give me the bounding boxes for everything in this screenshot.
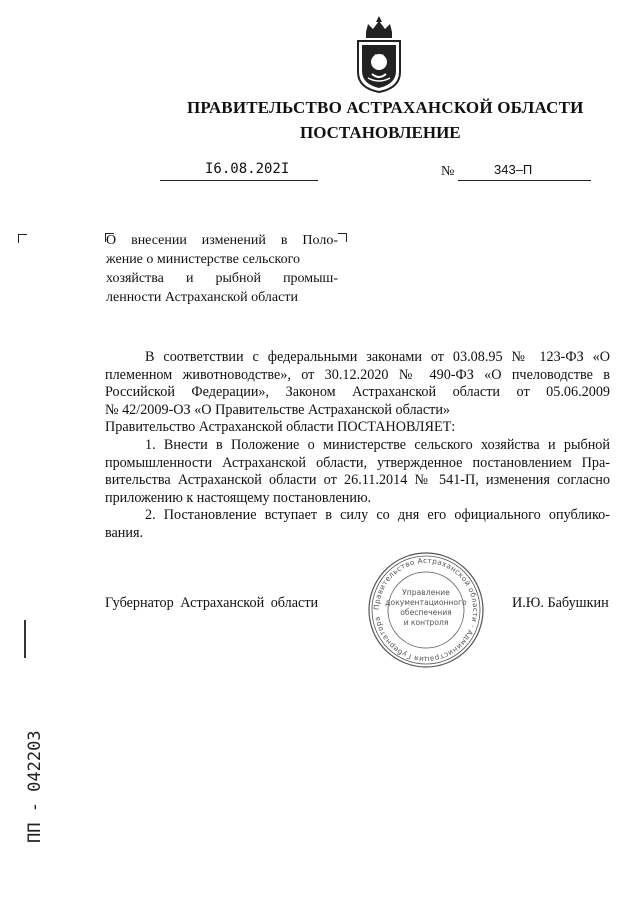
body-line: приложению к настоящему постановлению. — [105, 489, 372, 506]
signer-name: И.Ю. Бабушкин — [512, 595, 609, 611]
stamp-center-line: и контроля — [403, 618, 449, 627]
margin-code-vertical — [10, 715, 50, 845]
body-line: промышленности Астраханской области, утвержденное постановлением Пра- — [105, 454, 610, 471]
number-sign: № — [441, 164, 455, 179]
official-stamp — [366, 549, 486, 671]
date-field — [160, 160, 318, 181]
document-date: I6.08.202I — [205, 161, 290, 177]
margin-corner-mark — [18, 234, 27, 243]
document-number: 343–П — [494, 162, 533, 177]
stamp-ring-text: Правительство Астраханской области · Администрация Губернатора — [371, 555, 481, 665]
body-line: Правительство Астраханской области ПОСТАНОВЛЯЕТ: — [105, 419, 456, 436]
subject-line: ленности Астраханской области — [106, 290, 298, 305]
document-body — [105, 349, 610, 543]
number-field — [458, 160, 591, 181]
coat-of-arms-emblem — [352, 14, 406, 94]
body-line: № 42/2009-ОЗ «О Правительстве Астраханской области» — [105, 401, 451, 418]
government-title: ПРАВИТЕЛЬСТВО АСТРАХАНСКОЙ ОБЛАСТИ — [187, 98, 584, 117]
margin-mark-line — [24, 620, 26, 658]
body-line: 2. Постановление вступает в силу со дня его официального опублико- — [145, 507, 610, 524]
subject-line: хозяйства и рыбной промыш- — [106, 271, 338, 286]
body-line: 1. Внести в Положение о министерстве сельского хозяйства и рыбной — [145, 436, 610, 453]
document-subject — [106, 231, 338, 307]
subject-line: жение о министерстве сельского — [106, 252, 301, 267]
stamp-center-line: обеспечения — [400, 608, 452, 617]
body-line: вания. — [105, 524, 144, 541]
body-line: В соответствии с федеральными законами от 03.08.95 № 123-ФЗ «О — [145, 349, 610, 365]
stamp-center-line: Управление — [402, 588, 450, 597]
subject-corner-mark-right — [338, 233, 347, 242]
body-line: племенном животноводстве», от 30.12.2020 № 490-ФЗ «О пчеловодстве в — [105, 366, 610, 383]
body-line: Российской Федерации», Законом Астраханской области от 05.06.2009 — [105, 384, 610, 401]
stamp-center-line: документационного — [385, 598, 467, 607]
signer-title: Губернатор Астраханской области — [105, 595, 319, 611]
subject-line: О внесении изменений в Поло- — [106, 233, 338, 248]
body-line: вительства Астраханской области от 26.11.2014 № 541-П, изменения согласно — [105, 472, 610, 489]
document-type-heading: ПОСТАНОВЛЕНИЕ — [300, 123, 461, 142]
margin-code-text: ПП - 042203 — [25, 730, 45, 843]
